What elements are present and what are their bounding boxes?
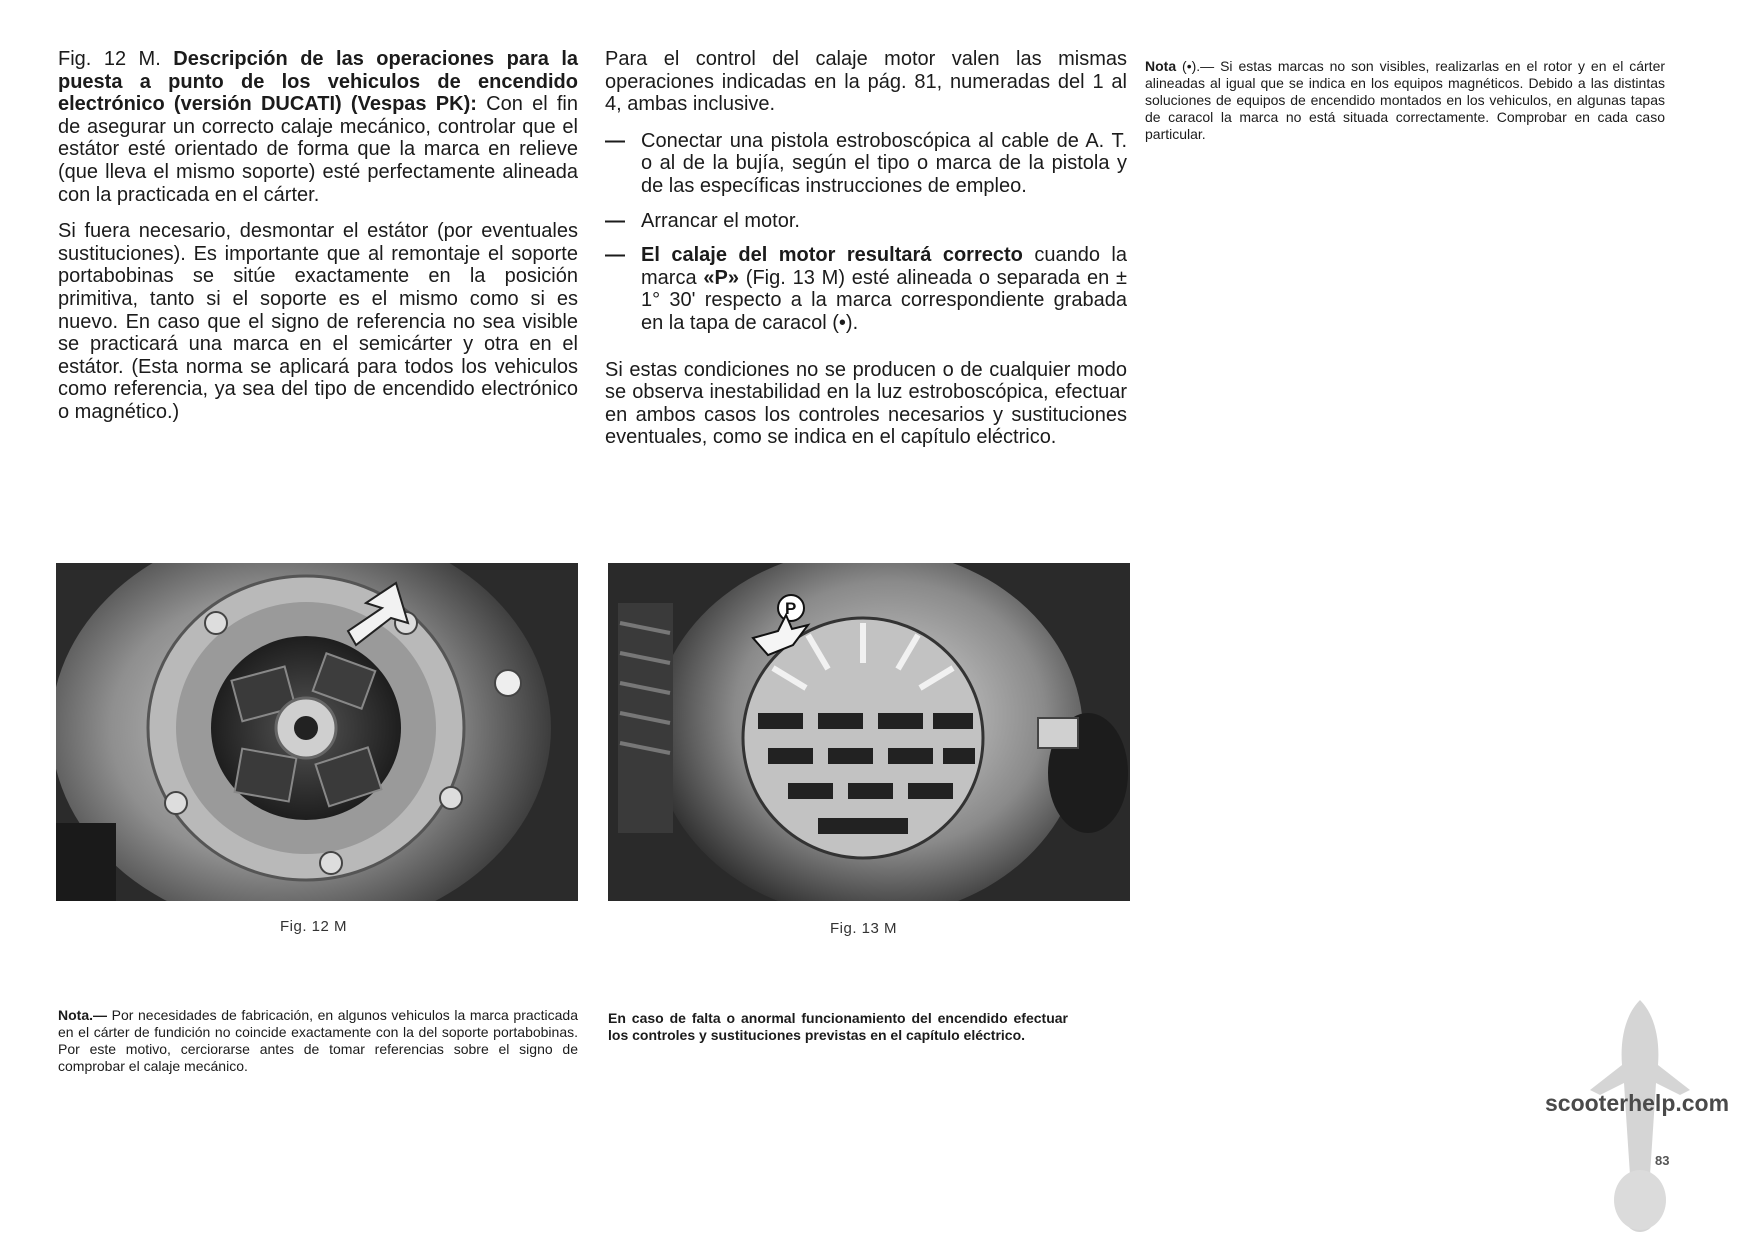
closing-paragraph: Si estas condiciones no se producen o de cualquier modo se observa inestabilidad en la luz estroboscópica, efectuar en ambos casos los controles necesarios y sustituciones eventuales, como se indica en el capítulo eléctrico. <box>605 358 1127 449</box>
bottom-note-middle: En caso de falta o anormal funcionamiento del encendido efectuar los controles y sustituciones previstas en el capítulo eléctrico. <box>608 1010 1068 1043</box>
fig12-photo <box>56 563 578 901</box>
middle-column <box>605 48 1127 463</box>
bottom-note-text: Por necesidades de fabricación, en algunos vehiculos la marca practicada en el cárter de fundición no coincide exactamente con la del soporte portabobinas. Por este motivo, cerciorarse antes de tomar referencias sobre el signo de comprobar el calaje mecánico. <box>58 1007 578 1074</box>
fig12-heading: Descripción de las operaciones para la puesta a punto de los vehiculos de encendido electrónico (versión DUCATI) (Vespas PK): <box>58 48 579 116</box>
fig12-reference: Fig. 12 M. <box>58 48 161 70</box>
step-bold-text: El calaje del motor resultará correcto <box>641 244 1023 267</box>
dash-marker: — <box>605 244 625 267</box>
right-column-note <box>1145 58 1665 143</box>
step-item <box>605 244 1127 334</box>
fig12-description <box>58 48 578 206</box>
timing-intro: Para el control del calaje motor valen las mismas operaciones indicadas en la pág. 81, numeradas del 1 al 4, ambas inclusive. <box>605 48 1127 116</box>
fig13-caption: Fig. 13 M <box>830 920 898 937</box>
dash-marker: — <box>605 129 625 152</box>
bottom-note-heading: Nota.— <box>58 1007 107 1023</box>
fig12-body: Con el fin de asegurar un correcto calaje mecánico, controlar que el estátor esté orientado de forma que la marca en relieve (que lleva el mismo soporte) esté perfectamente alineada con la practicada en el cárter. <box>58 93 578 206</box>
stator-paragraph: Si fuera necesario, desmontar el estátor (por eventuales sustituciones). Es importante que al remontaje el soporte portabobinas se sitúe exactamente en la posición primitiva, tanto si el soporte es el mismo como si es nuevo. En caso que el signo de referencia no sea visible se practicará una marca en el semicárter y otra en el estátor. (Esta norma se aplicará para todos los vehiculos como referencia, ya sea del tipo de encendido electrónico o magnético.) <box>58 220 578 423</box>
p-mark-label: «P» <box>703 266 739 289</box>
note-text: Si estas marcas no son visibles, realizarlas en el rotor y en el cárter alineadas al igual que se indica en los equipos magnéticos. Debido a las distintas soluciones de equipos de encendido montados en los vehiculos, en algunas tapas de caracol la marca no está situada correctamente. Comprobar en cada caso particular. <box>1145 58 1666 142</box>
note-heading: Nota <box>1145 58 1177 74</box>
step-item <box>605 210 1127 233</box>
watermark-text: scooterhelp.com <box>1545 1090 1730 1116</box>
note-marker: (•).— <box>1182 58 1215 74</box>
bottom-note-left <box>58 1007 578 1075</box>
step-text: Arrancar el motor. <box>641 209 800 232</box>
step-item <box>605 130 1127 198</box>
page-number: 83 <box>1655 1153 1670 1168</box>
step-text: Conectar una pistola estroboscópica al cable de A. T. o al de la bujía, según el tipo o marca de la pistola y de las específicas instrucciones de empleo. <box>641 129 1127 197</box>
fig12-caption: Fig. 12 M <box>280 918 348 935</box>
left-column <box>58 48 578 438</box>
step-text: cuando la marca <box>641 244 1127 289</box>
dash-marker: — <box>605 209 625 232</box>
step-text: (Fig. 13 M) esté alineada o separada en ± 1° 30' respecto a la marca correspondiente grabada en la tapa de caracol (•). <box>641 266 1127 334</box>
fig13-photo <box>608 563 1130 901</box>
scooter-watermark-icon <box>1570 995 1710 1240</box>
fig13-p-marker: P <box>785 599 797 618</box>
